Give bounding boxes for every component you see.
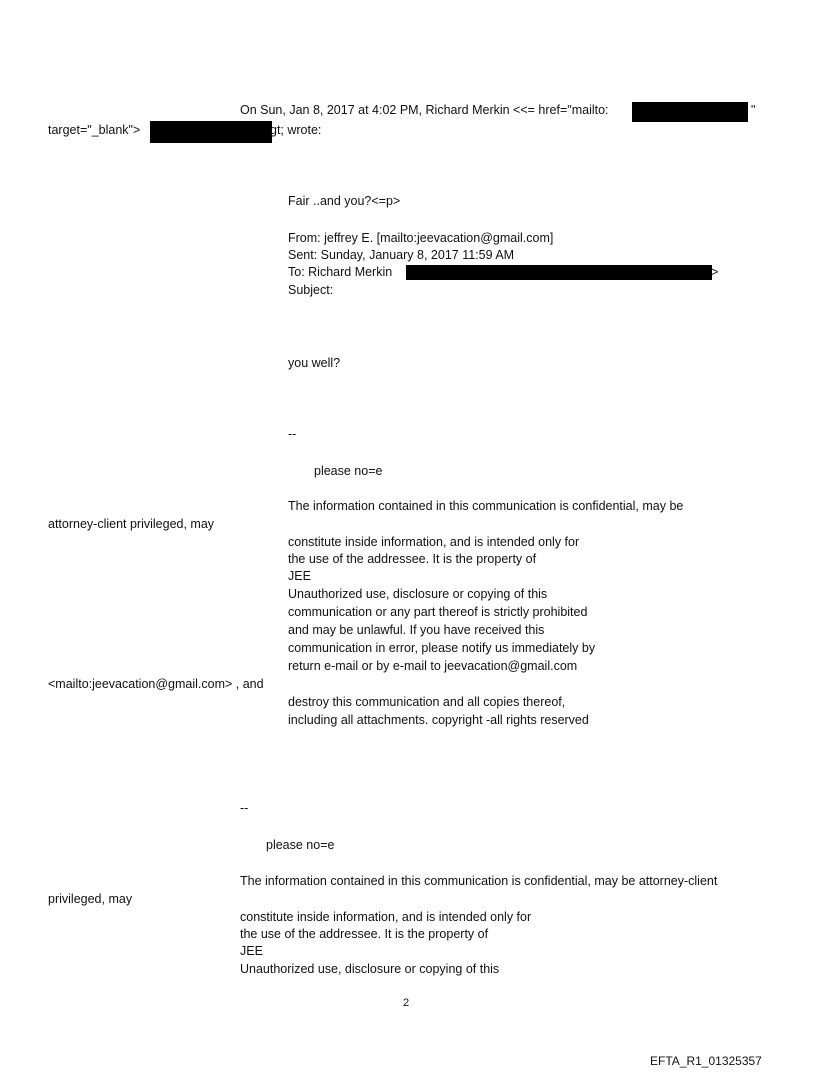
notice-title: please no=e — [314, 464, 383, 478]
disclaimer-line: Unauthorized use, disclosure or copying of this — [240, 962, 500, 976]
document-id: EFTA_R1_01325357 — [650, 1054, 762, 1068]
reply-text: Fair ..and you?<=p> — [288, 194, 401, 208]
disclaimer-line: Unauthorized use, disclosure or copying of this — [288, 587, 548, 601]
disclaimer-line: attorney-client privileged, may — [48, 517, 215, 531]
to-line: To: Richard Merkin — [288, 265, 393, 279]
disclaimer-line: the use of the addressee. It is the property of — [240, 927, 489, 941]
disclaimer-line: communication in error, please notify us immediately by — [288, 641, 596, 655]
disclaimer-line: constitute inside information, and is intended only for — [240, 910, 532, 924]
disclaimer-line: and may be unlawful. If you have received this — [288, 623, 545, 637]
header-line-2: target="_blank"> — [48, 123, 141, 137]
redaction-box — [406, 265, 712, 280]
page-number: 2 — [403, 997, 410, 1009]
redaction-box — [150, 121, 272, 143]
header-line-1: On Sun, Jan 8, 2017 at 4:02 PM, Richard Merkin <<= href="mailto: — [240, 103, 609, 117]
disclaimer-line: destroy this communication and all copies thereof, — [288, 695, 566, 709]
disclaimer-line: JEE — [240, 944, 263, 958]
disclaimer-line: The information contained in this communication is confidential, may be attorney-client — [240, 874, 718, 888]
disclaimer-line: communication or any part thereof is strictly prohibited — [288, 605, 588, 619]
disclaimer-line: including all attachments. copyright -all rights reserved — [288, 713, 589, 727]
message-body: you well? — [288, 356, 341, 370]
signature-separator: -- — [240, 801, 249, 815]
disclaimer-line: JEE — [288, 569, 311, 583]
disclaimer-line: constitute inside information, and is intended only for — [288, 535, 580, 549]
disclaimer-line: return e-mail or by e-mail to jeevacation@gmail.com — [288, 659, 578, 673]
to-line-end: > — [711, 265, 719, 279]
disclaimer-line: The information contained in this communication is confidential, may be — [288, 499, 684, 513]
notice-title: please no=e — [266, 838, 335, 852]
subject-line: Subject: — [288, 283, 334, 297]
header-line-2-end: gt; wrote: — [270, 123, 322, 137]
disclaimer-line: <mailto:jeevacation@gmail.com> , and — [48, 677, 264, 691]
header-line-1-end: " — [751, 103, 756, 117]
from-line: From: jeffrey E. [mailto:jeevacation@gmail.com] — [288, 231, 554, 245]
redaction-box — [632, 102, 748, 122]
disclaimer-line: privileged, may — [48, 892, 133, 906]
sent-line: Sent: Sunday, January 8, 2017 11:59 AM — [288, 248, 515, 262]
signature-separator: -- — [288, 427, 297, 441]
disclaimer-line: the use of the addressee. It is the property of — [288, 552, 537, 566]
